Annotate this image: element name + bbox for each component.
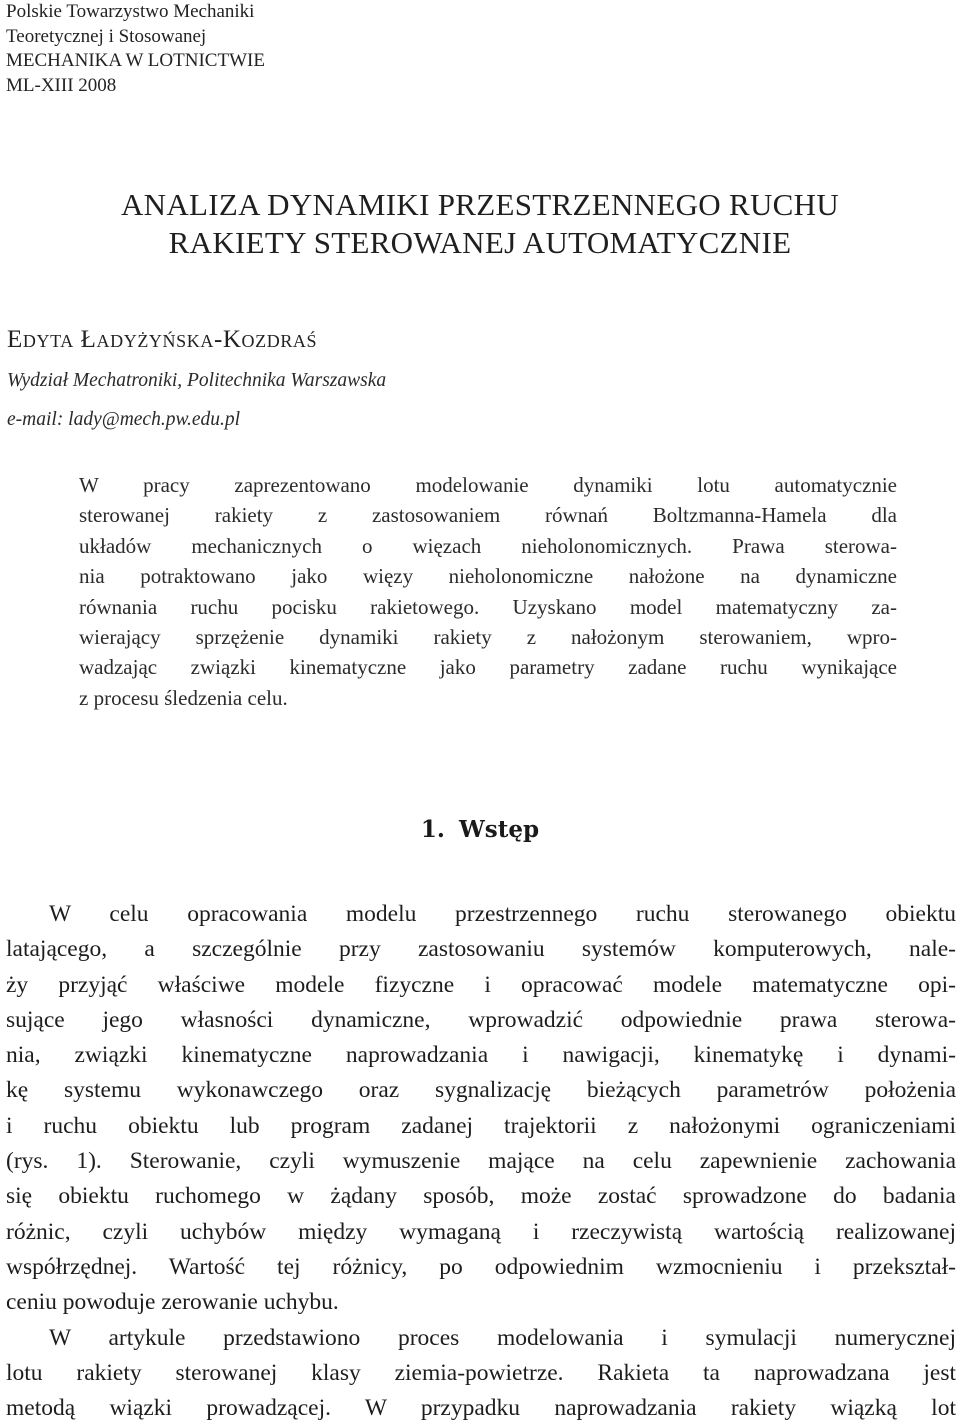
author-email: e-mail: lady@mech.pw.edu.pl — [7, 409, 241, 430]
journal-header-line: Teoretycznej i Stosowanej — [6, 25, 207, 47]
journal-header-line: MECHANIKA W LOTNICTWIE — [6, 50, 265, 71]
abstract-line: W pracy zaprezentowano modelowanie dynamiki lotu automatycznie — [79, 473, 897, 497]
abstract-line: wierający sprzężenie dynamiki rakiety z nałożonym sterowaniem, wpro- — [79, 625, 897, 650]
paper-title-line: ANALIZA DYNAMIKI PRZESTRZENNEGO RUCHU — [120, 187, 840, 222]
abstract — [79, 470, 897, 713]
abstract-line: nia potraktowano jako więzy nieholonomiczne nałożone na dynamiczne — [79, 564, 897, 589]
body-line: lotu rakiety sterowanej klasy ziemia-powietrze. Rakieta ta naprowadzana jest — [6, 1359, 956, 1386]
abstract-line: z procesu śledzenia celu. — [79, 685, 288, 710]
section-heading — [0, 812, 960, 848]
abstract-line: układów mechanicznych o więzach nieholonomicznych. Prawa sterowa- — [79, 533, 897, 558]
body-line: współrzędnej. Wartość tej różnicy, po odpowiednim wzmocnieniu i przekształ- — [6, 1253, 956, 1280]
body-line: metodą wiązki prowadzącej. W przypadku naprowadzania rakiety wiązką lot — [6, 1395, 956, 1422]
body-line: W artykule przedstawiono proces modelowania i symulacji numerycznej — [49, 1324, 956, 1351]
body-line: W celu opracowania modelu przestrzennego ruchu sterowanego obiektu — [49, 901, 956, 927]
paper-title — [0, 186, 960, 262]
journal-header-line: Polskie Towarzystwo Mechaniki — [6, 1, 255, 22]
body-line: ży przyjąć właściwe modele fizyczne i opracować modele matematyczne opi- — [6, 971, 956, 998]
section-number: 1. — [420, 816, 445, 843]
author-affiliation: Wydział Mechatroniki, Politechnika Warszawska — [7, 370, 387, 391]
journal-header — [6, 0, 265, 98]
body-line: sujące jego własności dynamiczne, wprowadzić odpowiednie prawa sterowa- — [6, 1006, 956, 1033]
body-line: kę systemu wykonawczego oraz sygnalizację bieżących parametrów położenia — [6, 1077, 956, 1104]
body-line: (rys. 1). Sterowanie, czyli wymuszenie mające na celu zapewnienie zachowania — [6, 1148, 956, 1175]
body-line: ceniu powoduje zerowanie uchybu. — [6, 1289, 339, 1316]
journal-header-line: ML-XIII 2008 — [6, 74, 117, 96]
body-text — [6, 897, 956, 1426]
abstract-line: równania ruchu pocisku rakietowego. Uzyskano model matematyczny za- — [79, 594, 897, 619]
abstract-line: wadzając związki kinematyczne jako parametry zadane ruchu wynikające — [79, 655, 897, 680]
body-line: nia, związki kinematyczne naprowadzania i nawigacji, kinematykę i dynami- — [6, 1042, 956, 1069]
body-line: i ruchu obiektu lub program zadanej trajektorii z nałożonymi ograniczeniami — [6, 1112, 956, 1139]
section-title: Wstęp — [458, 816, 540, 843]
body-line: latającego, a szczególnie przy zastosowaniu systemów komputerowych, nale- — [6, 936, 956, 963]
paper-title-line: RAKIETY STEROWANEJ AUTOMATYCZNIE — [168, 225, 792, 260]
author-name: Edyta Ładyżyńska-Kozdraś — [7, 326, 318, 353]
body-line: się obiektu ruchomego w żądany sposób, może zostać sprowadzone do badania — [6, 1183, 956, 1210]
abstract-line: sterowanej rakiety z zastosowaniem równań Boltzmanna-Hamela dla — [79, 503, 897, 528]
body-line: różnic, czyli uchybów między wymaganą i rzeczywistą wartością realizowanej — [6, 1218, 956, 1245]
